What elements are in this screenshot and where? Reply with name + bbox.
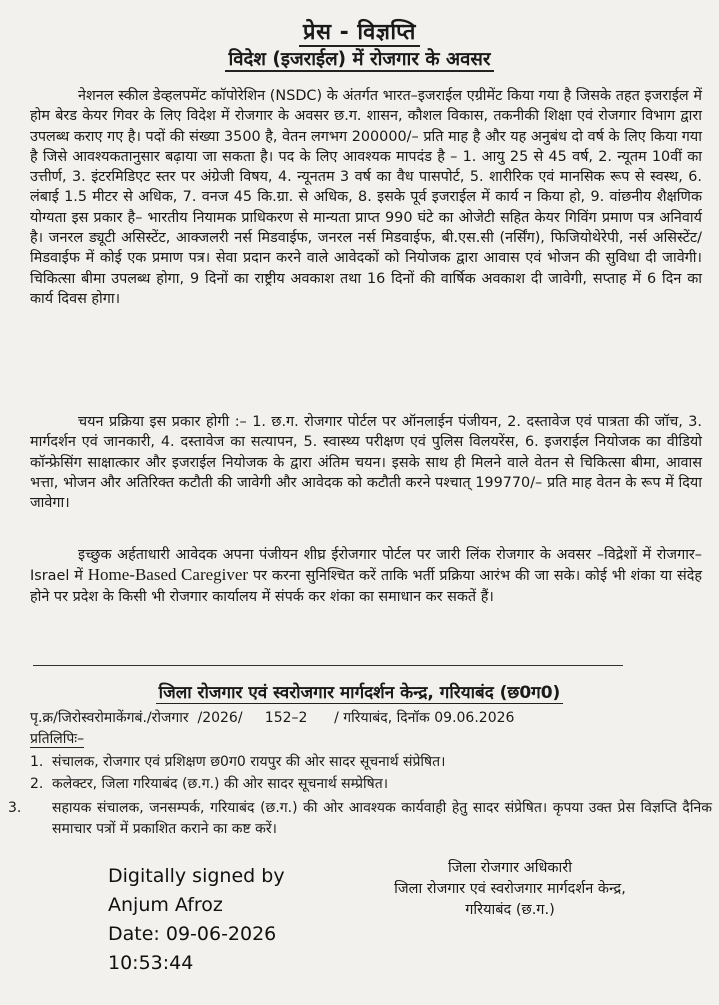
copy-item-number: 2. [30, 776, 44, 792]
title-text: प्रेस - विज्ञप्ति [299, 20, 420, 47]
officer-place: गरियाबंद (छ.ग.) [465, 902, 555, 918]
document-title [0, 16, 719, 46]
signature-time: 10:53:44 [108, 952, 194, 974]
office-heading [0, 680, 719, 703]
copies-heading-text: प्रतिलिपिः– [30, 731, 85, 747]
copy-item-text: कलेक्टर, जिला गरियाबंद (छ.ग.) की ओर सादर सूचनार्थ सम्प्रेषित। [52, 776, 389, 792]
copies-heading [30, 729, 84, 749]
registration-text-before: इच्छुक अर्हताधारी आवेदक अपना पंजीयन शीघ्र ईरोजगार पोर्टल पर जारी लिंक रोजगार के अवसर –विद्रेशों में रोजगार– Israel में [30, 547, 702, 585]
officer-designation: जिला रोजगार अधिकारी [448, 860, 572, 876]
copy-item-text: सहायक संचालक, जनसम्पर्क, गरियाबंद (छ.ग.) की ओर आवश्यक कार्यवाही हेतु सादर संप्रेषित। कृपया उक्त प्रेस विज्ञप्ति दैनिक समाचार पत्रों में प्रकाशित कराने का कष्ट करें। [52, 800, 712, 837]
copy-item [30, 752, 712, 773]
copy-item [30, 774, 712, 795]
subtitle-text: विदेश (इजराईल) में रोजगार के अवसर [225, 49, 493, 72]
office-name: जिला रोजगार एवं स्वरोजगार मार्गदर्शन केन्द्र, गरियाबंद (छ0ग0) [156, 683, 564, 704]
copy-item-text: संचालक, रोजगार एवं प्रशिक्षण छ0ग0 रायपुर की ओर सादर सूचनार्थ संप्रेषित। [52, 754, 446, 770]
document-subtitle [0, 46, 719, 71]
signature-line: Digitally signed by [108, 865, 285, 887]
officer-block [330, 858, 690, 921]
signature-date: Date: 09-06-2026 [108, 923, 277, 945]
body-paragraph-selection-process: चयन प्रक्रिया इस प्रकार होगी :– 1. छ.ग. रोजगार पोर्टल पर ऑनलाईन पंजीयन, 2. दस्तावेज एवं पात्रता की जॉच, 3. मार्गदर्शन एवं जानकारी, 4. दस्तावेज का सत्यापन, 5. स्वास्थ्य परीक्षण एवं पुलिस विलयरेंस, 6. इजराईल नियोजक का वीडियो कॉन्फ्रेसिंग साक्षात्कार और इजराईल नियोजक के द्वारा अंतिम चयन। इसके साथ ही मिलने वाले वेतन से चिकित्सा बीमा, आवास भत्ता, भोजन और अतिरिक्त कटौती की जावेगी और आवेदक को कटौती करने पश्चात् 199770/– प्रति माह वेतन के रूप में दिया जावेगा। [30, 414, 702, 512]
digital-signature-block [108, 862, 285, 978]
registration-text-after: पर करना सुनिश्चित करें ताकि भर्ती प्रक्रिया आरंभ की जा सके। कोई भी शंका या संदेह होने पर प्रदेश के किसी भी रोजगार कार्यालय में संपर्क कर शंका का समाधान कर सकतें हैं। [30, 568, 702, 605]
signer-name: Anjum Afroz [108, 894, 223, 916]
copy-item-number: 3. [8, 800, 22, 816]
copy-item [8, 798, 712, 840]
reference-line: पृ.क्र/जिरोस्वरोमाकेंगबं./रोजगार /2026/ 152–2 / गरियाबंद, दिनॉक 09.06.2026 [30, 710, 515, 726]
body-paragraph-eligibility: नेशनल स्कील डेव्हलपमेंट कॉपोरेशिन (NSDC) के अंतर्गत भारत–इजराईल एग्रीमेंट किया गया है जिसके तहत इजराईल में होम बेरड केयर गिवर के लिए विदेश में रोजगार के अवसर छ.ग. शासन, कौशल विकास, तकनीकी शिक्षा एवं रोजगार विभाग द्वारा उपलब्ध कराए गए है। पदों की संख्या 3500 है, वेतन लगभग 200000/– प्रति माह है और यह अनुबंध दो वर्ष के लिए किया गया है जिसे आवश्यकतानुसार बढ़ाया जा सकता है। पद के लिए आवश्यक मापदंड है – 1. आयु 25 से 45 वर्ष, 2. न्यूतम 10वीं का उत्तीर्ण, 3. इंटरमिडिएट स्तर पर अंग्रेजी विषय, 4. न्यूनतम 3 वर्ष का वैध पासपोर्ट, 5. शारीरिक एवं मानसिक रूप से स्वस्थ, 6. लंबाई 1.5 मीटर से अधिक, 7. वनज 45 कि.ग्रा. से अधिक, 8. इसके पूर्व इजराईल में कार्य न किया हो, 9. वांछनीय शैक्षणिक योग्यता इस प्रकार है– भारतीय नियामक प्राधिकरण से मान्यता प्राप्त 990 घंटे का ओजेटी सहित केयर गिविंग प्रमाण पत्र अनिवार्य है। जनरल ड्यूटी असिस्टेंट, आक्जलरी नर्स मिडवाईफ, जनरल नर्स मिडवाईफ, बी.एस.सी (नर्सिंग), फिजियोथेरेपी, नर्स असिस्टेंट/मिडवाईफ में कोई एक प्रमाण पत्र। सेवा प्रदान करने वाले आवेदकों को नियोजक द्वारा आवास एवं भोजन की सुविधा दी जावेगी। चिकित्सा बीमा उपलब्ध होगा, 9 दिनों का राष्ट्रीय अवकाश तथा 16 दिनों की वार्षिक अवकाश दी जावेगी, सप्ताह में 6 दिन का कार्य दिवस होगा। [30, 88, 702, 307]
officer-office: जिला रोजगार एवं स्वरोजगार मार्गदर्शन केन्द्र, [394, 881, 626, 897]
section-divider [33, 665, 623, 666]
body-paragraph-registration [30, 545, 702, 607]
copy-item-number: 1. [30, 754, 44, 770]
job-role-text: Home-Based Caregiver [87, 565, 249, 585]
